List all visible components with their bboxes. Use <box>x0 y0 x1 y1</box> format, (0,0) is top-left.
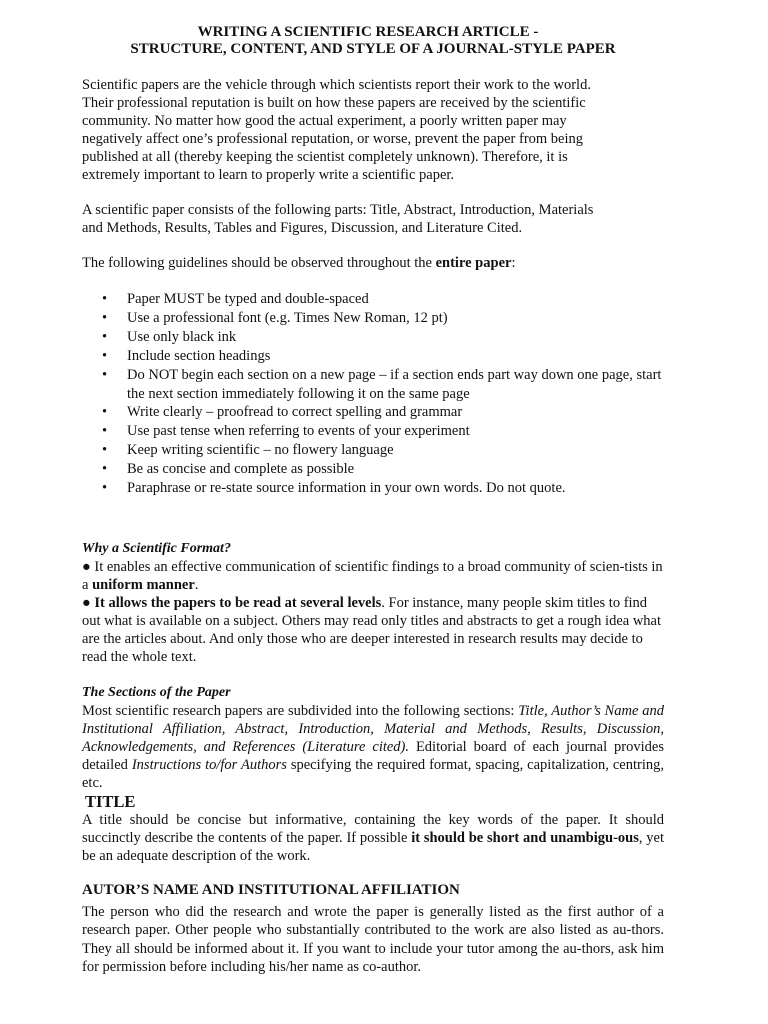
title-section-bold: it should be short and unambigu-ous <box>411 829 639 846</box>
bullet-icon: • <box>102 347 108 364</box>
sections-text-1: Most scientific research papers are subdivided into the following sections: <box>82 702 519 719</box>
list-item-text: Be as concise and complete as possible <box>127 461 355 478</box>
autor-section-paragraph: The person who did the research and wrote the paper is generally listed as the first author of a research paper. Other people who substantially contributed to the work are also listed as au-thors. They all should be informed about it. If you want to include your tutor among the au-thors, ask him for permission before including his/her name as co-author. <box>82 903 664 976</box>
guidelines-intro-colon: : <box>511 255 516 271</box>
bullet-icon: • <box>102 480 108 497</box>
title-section-heading: TITLE <box>85 791 136 811</box>
intro-line: published at all (thereby keeping the scientist completely unknown). Therefore, it is <box>82 149 568 165</box>
intro-paragraph <box>82 76 664 184</box>
list-item-text: Paper MUST be typed and double-spaced <box>127 291 369 307</box>
bullet-icon: • <box>102 328 108 345</box>
list-item <box>102 347 664 366</box>
title-section-text-2: , yet be an adequate description of the work. <box>82 829 664 864</box>
bullet-icon: • <box>102 461 108 478</box>
filled-circle-bullet-icon: ● <box>82 558 91 575</box>
document-title-line-1: WRITING A SCIENTIFIC RESEARCH ARTICLE - <box>197 24 539 40</box>
sections-italic-list: Title, Author’s Name and Institutional Affiliation, Abstract, Introduction, Material and Methods, Results, Discussion, Acknowledgements, and References (Literature cited). <box>82 702 664 755</box>
list-item-text: Use past tense when referring to events of your experiment <box>127 423 470 440</box>
why-bullet-1-bold: uniform manner <box>92 576 195 593</box>
bullet-icon: • <box>102 309 108 326</box>
parts-paragraph <box>82 201 664 237</box>
bullet-icon: • <box>102 404 108 421</box>
guidelines-intro-bold: entire paper <box>435 255 512 271</box>
sections-italic-instructions: Instructions to/for Authors <box>131 756 287 773</box>
intro-line: negatively affect one’s professional reputation, or worse, prevent the paper from being <box>82 131 584 147</box>
why-bullet-1-end: . <box>194 576 199 593</box>
list-item-text: Include section headings <box>127 347 271 364</box>
guidelines-list <box>82 290 664 498</box>
why-bullet-2 <box>82 594 664 666</box>
guidelines-intro-text: The following guidelines should be observed throughout the <box>82 255 436 271</box>
title-section-paragraph <box>82 811 664 865</box>
list-item <box>102 366 664 404</box>
sections-text-3: specifying the required format, spacing, capitalization, centring, etc. <box>82 756 664 791</box>
filled-circle-bullet-icon: ● <box>82 594 91 611</box>
autor-section-heading: AUTOR’S NAME AND INSTITUTIONAL AFFILIATION <box>82 881 460 898</box>
list-item <box>102 441 664 460</box>
why-bullet-1-text: It enables an effective communication of scientific findings to a broad community of scien-tists in a <box>82 558 663 593</box>
title-section-text-1: A title should be concise but informative, containing the key words of the paper. It should succinctly describe the contents of the paper. If possible <box>82 811 664 846</box>
intro-line: community. No matter how good the actual experiment, a poorly written paper may <box>82 113 567 129</box>
list-item <box>102 309 664 328</box>
guidelines-intro <box>82 254 664 272</box>
intro-line: Scientific papers are the vehicle through which scientists report their work to the world. <box>82 77 591 93</box>
document-title-line-2: STRUCTURE, CONTENT, AND STYLE OF A JOURNAL-STYLE PAPER <box>130 41 616 57</box>
list-item <box>102 460 664 479</box>
why-heading: Why a Scientific Format? <box>82 540 231 556</box>
why-bullet-1 <box>82 558 664 594</box>
list-item-text: Do NOT begin each section on a new page – if a section ends part way down one page, start the next section immediately following it on the same page <box>127 366 662 402</box>
bullet-icon: • <box>102 423 108 440</box>
list-item <box>102 422 664 441</box>
list-item <box>102 328 664 347</box>
bullet-icon: • <box>102 366 108 383</box>
list-item-text: Use a professional font (e.g. Times New Roman, 12 pt) <box>127 309 448 326</box>
list-item-text: Write clearly – proofread to correct spelling and grammar <box>127 404 463 421</box>
bullet-icon: • <box>102 442 108 459</box>
sections-heading: The Sections of the Paper <box>82 684 231 700</box>
why-bullet-2-bold: It allows the papers to be read at several levels <box>90 594 382 611</box>
bullet-icon: • <box>102 291 108 307</box>
sections-text-2: Editorial board of each journal provides detailed <box>82 738 664 773</box>
intro-line: Their professional reputation is built on how these papers are received by the scientific <box>82 95 586 111</box>
list-item-text: Keep writing scientific – no flowery language <box>127 442 394 459</box>
parts-line: and Methods, Results, Tables and Figures, Discussion, and Literature Cited. <box>82 220 523 236</box>
intro-line: extremely important to learn to properly write a scientific paper. <box>82 167 455 183</box>
list-item-text: Use only black ink <box>127 328 237 345</box>
parts-line: A scientific paper consists of the following parts: Title, Abstract, Introduction, Materials <box>82 202 594 218</box>
list-item <box>102 479 664 498</box>
list-item <box>102 290 664 309</box>
sections-paragraph <box>82 702 664 792</box>
why-bullet-2-text: . For instance, many people skim titles to find out what is available on a subject. Others may read only titles and abstracts to get a rough idea what are the articles about. And only those who are deeper interested in research results may decide to read the whole text. <box>82 594 662 665</box>
list-item <box>102 403 664 422</box>
list-item-text: Paraphrase or re-state source information in your own words. Do not quote. <box>127 480 566 497</box>
